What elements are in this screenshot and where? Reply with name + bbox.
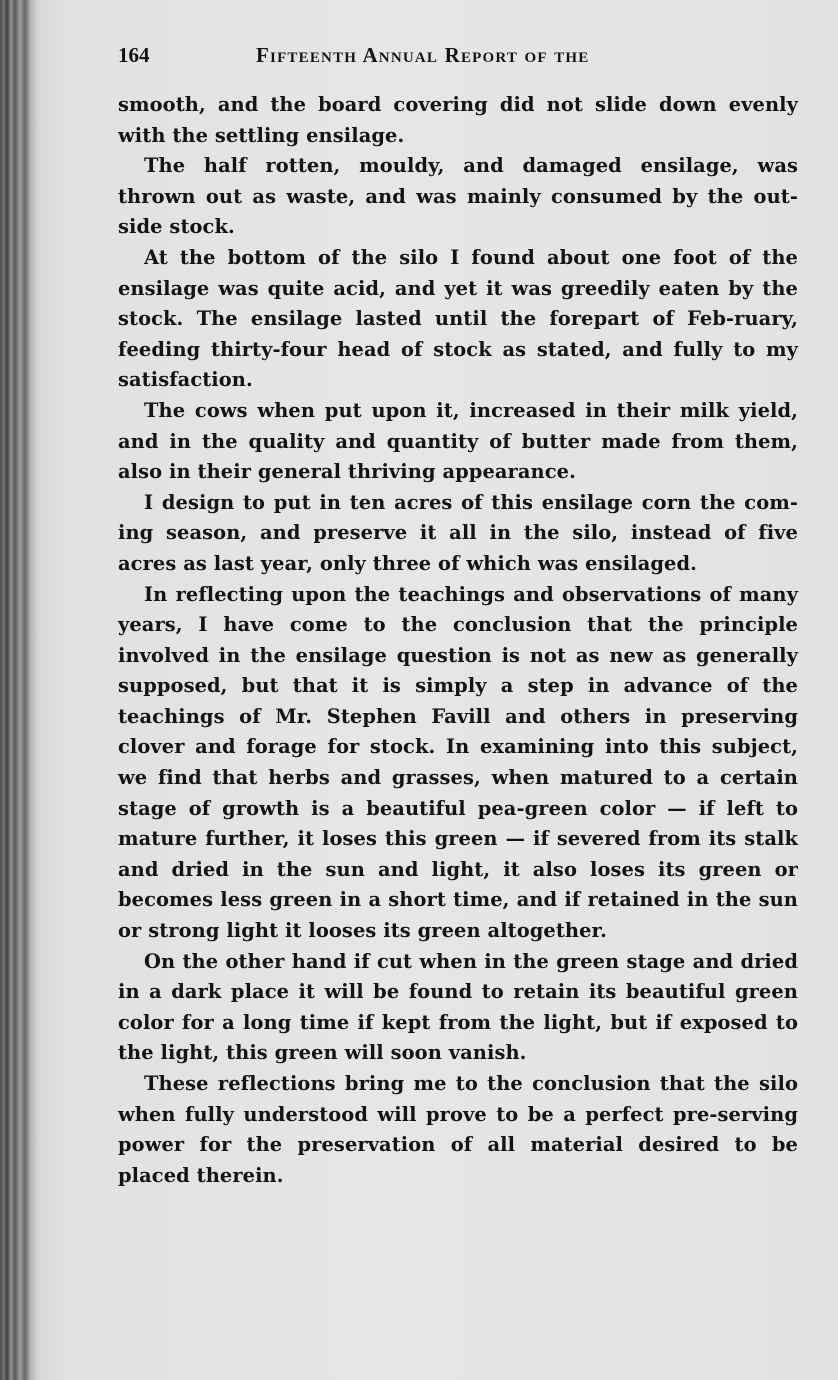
paragraph-3: At the bottom of the silo I found about one foot of the ensilage was quite acid, and yet it was greedily eaten by the stock. The ensilage lasted until the forepart of Feb-ruary, feeding thirty-four head of stock as stated, and fully to my satisfaction. [118,245,798,392]
paragraph-4: The cows when put upon it, increased in their milk yield, and in the quality and quantity of butter made from them, also in their general thriving appearance. [118,398,798,484]
running-head-title: Fifteenth Annual Report of the [256,43,590,67]
paragraph-1: smooth, and the board covering did not slide down evenly with the settling ensilage. [118,93,798,147]
page-content [118,38,798,1191]
paragraph-7: On the other hand if cut when in the green stage and dried in a dark place it will be found to retain its beautiful green color for a long time if kept from the light, but if exposed to the light, this green will soon vanish. [118,949,798,1065]
paragraph-5: I design to put in ten acres of this ensilage corn the com-ing season, and preserve it all in the silo, instead of five acres as last year, only three of which was ensilaged. [118,490,798,575]
paragraph-2: The half rotten, mouldy, and damaged ensilage, was thrown out as waste, and was mainly consumed by the out-side stock. [118,154,798,239]
page-number: 164 [118,43,150,67]
body-text [118,90,798,1191]
running-head [118,38,798,72]
paragraph-8: These reflections bring me to the conclusion that the silo when fully understood will prove to be a perfect pre-serving power for the preservation of all material desired to be placed therein. [118,1072,798,1187]
paragraph-6: In reflecting upon the teachings and observations of many years, I have come to the conclusion that the principle involved in the ensilage question is not as new as generally supposed, but that it is simply a step in advance of the teachings of Mr. Stephen Favill and others in preserving clover and forage for stock. In examining into this subject, we find that herbs and grasses, when matured to a certain stage of growth is a beautiful pea-green color — if left to mature further, it loses this green — if severed from its stalk and dried in the sun and light, it also loses its green or becomes less green in a short time, and if retained in the sun or strong light it looses its green altogether. [118,582,798,943]
book-binding-edge [0,0,42,1380]
